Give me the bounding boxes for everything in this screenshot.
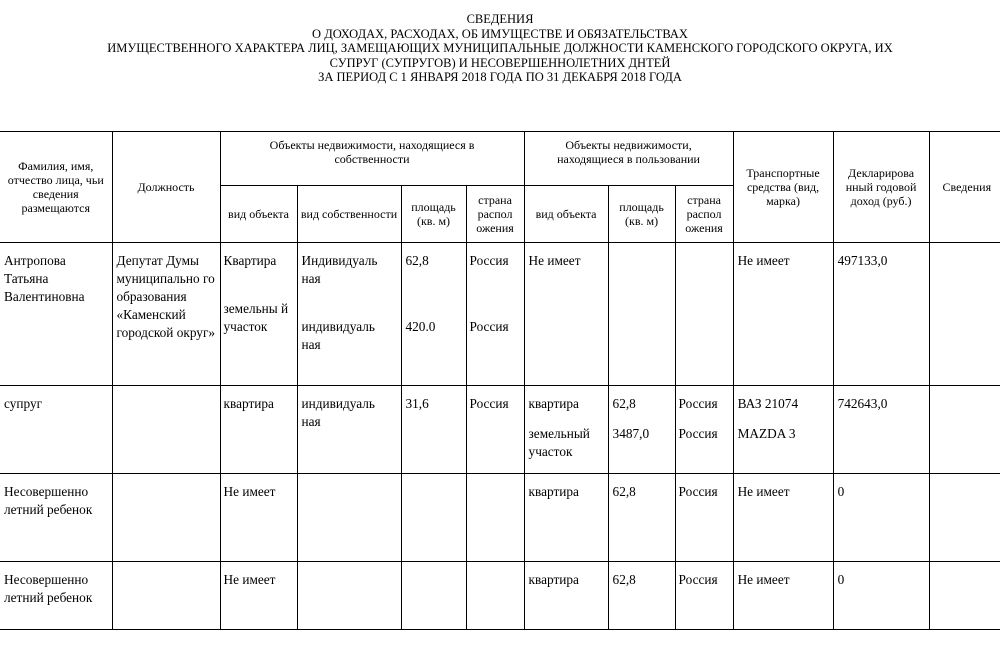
header-income: Декларирова нный годовой доход (руб.) <box>833 132 929 243</box>
cell-used-country <box>675 243 733 386</box>
cell-info <box>929 562 1000 630</box>
cell-used-area <box>608 243 675 386</box>
cell-name: супруг <box>0 386 112 474</box>
cell-owned-type: Не имеет <box>220 562 297 630</box>
cell-position <box>112 386 220 474</box>
header-vehicles: Транспортные средства (вид, марка) <box>733 132 833 243</box>
table-row <box>0 474 1000 562</box>
header-owned-type: вид объекта <box>220 186 297 243</box>
cell-info <box>929 474 1000 562</box>
table-row <box>0 243 1000 386</box>
cell-name: Несовершенно летний ребенок <box>0 562 112 630</box>
cell-used-country: Россия <box>675 562 733 630</box>
cell-owned-area: 31,6 <box>401 386 466 474</box>
cell-info <box>929 386 1000 474</box>
cell-used-type: квартира земельный участок <box>524 386 608 474</box>
cell-used-area: 62,8 3487,0 <box>608 386 675 474</box>
cell-owned-country: Россия <box>466 386 524 474</box>
cell-vehicles: Не имеет <box>733 243 833 386</box>
cell-owned-country <box>466 562 524 630</box>
cell-income: 497133,0 <box>833 243 929 386</box>
table-row <box>0 386 1000 474</box>
cell-vehicles: Не имеет <box>733 474 833 562</box>
cell-used-country: Россия Россия <box>675 386 733 474</box>
cell-owned-ownership <box>297 562 401 630</box>
cell-owned-area <box>401 562 466 630</box>
header-used-group: Объекты недвижимости, находящиеся в пользовании <box>524 132 733 186</box>
document-title <box>0 12 1000 85</box>
title-line-5: ЗА ПЕРИОД С 1 ЯНВАРЯ 2018 ГОДА ПО 31 ДЕКАБРЯ 2018 ГОДА <box>318 70 682 85</box>
header-info: Сведения <box>929 132 1000 243</box>
cell-owned-type: Не имеет <box>220 474 297 562</box>
cell-info <box>929 243 1000 386</box>
cell-used-area: 62,8 <box>608 474 675 562</box>
cell-position: Депутат Думы муниципально го образования «Каменский городской округ» <box>112 243 220 386</box>
cell-used-country: Россия <box>675 474 733 562</box>
cell-name: Антропова Татьяна Валентиновна <box>0 243 112 386</box>
title-line-1: СВЕДЕНИЯ <box>466 12 534 26</box>
header-used-area: площадь (кв. м) <box>608 186 675 243</box>
cell-owned-country: Россия Россия <box>466 243 524 386</box>
header-used-type: вид объекта <box>524 186 608 243</box>
header-owned-country: страна распол ожения <box>466 186 524 243</box>
cell-owned-country <box>466 474 524 562</box>
cell-position <box>112 562 220 630</box>
cell-name: Несовершенно летний ребенок <box>0 474 112 562</box>
cell-used-type: квартира <box>524 562 608 630</box>
cell-owned-ownership: индивидуаль ная <box>297 386 401 474</box>
header-owned-ownership: вид собственности <box>297 186 401 243</box>
cell-owned-area <box>401 474 466 562</box>
cell-position <box>112 474 220 562</box>
title-line-3: ИМУЩЕСТВЕННОГО ХАРАКТЕРА ЛИЦ, ЗАМЕЩАЮЩИХ МУНИЦИПАЛЬНЫЕ ДОЛЖНОСТИ КАМЕНСКОГО ГОРОДСКОГО ОКРУГА, ИХ <box>107 41 893 56</box>
cell-used-area: 62,8 <box>608 562 675 630</box>
table-row <box>0 562 1000 630</box>
cell-income: 0 <box>833 562 929 630</box>
declaration-table <box>0 131 1000 630</box>
title-line-2: О ДОХОДАХ, РАСХОДАХ, ОБ ИМУЩЕСТВЕ И ОБЯЗАТЕЛЬСТВАХ <box>312 26 688 41</box>
title-line-4: СУПРУГ (СУПРУГОВ) И НЕСОВЕРШЕННОЛЕТНИХ ДНТЕЙ <box>329 55 671 70</box>
header-owned-area: площадь (кв. м) <box>401 186 466 243</box>
cell-income: 742643,0 <box>833 386 929 474</box>
header-position: Должность <box>112 132 220 243</box>
cell-owned-type: квартира <box>220 386 297 474</box>
header-name: Фамилия, имя, отчество лица, чьи сведения размещаются <box>0 132 112 243</box>
cell-vehicles: ВАЗ 21074 MAZDA 3 <box>733 386 833 474</box>
cell-used-type: Не имеет <box>524 243 608 386</box>
cell-owned-type: Квартира земельны й участок <box>220 243 297 386</box>
header-owned-group: Объекты недвижимости, находящиеся в собственности <box>220 132 524 186</box>
cell-vehicles: Не имеет <box>733 562 833 630</box>
cell-used-type: квартира <box>524 474 608 562</box>
cell-owned-ownership <box>297 474 401 562</box>
cell-owned-ownership: Индивидуаль ная индивидуаль ная <box>297 243 401 386</box>
header-row-1 <box>0 132 1000 186</box>
cell-income: 0 <box>833 474 929 562</box>
header-used-country: страна распол ожения <box>675 186 733 243</box>
cell-owned-area: 62,8 420.0 <box>401 243 466 386</box>
